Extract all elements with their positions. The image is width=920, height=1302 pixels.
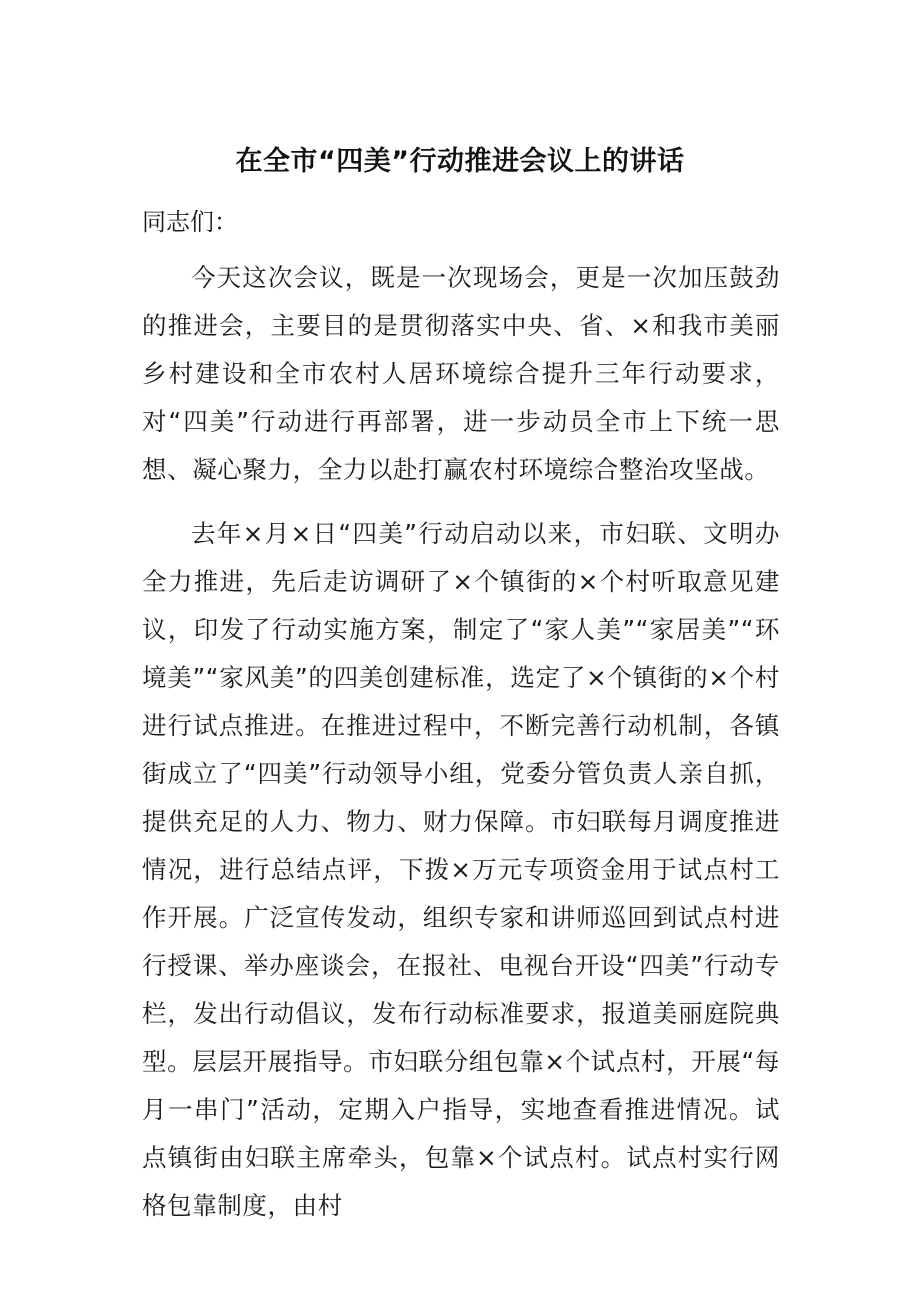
salutation: 同志们： (142, 208, 238, 236)
body-paragraph: 去年×月×日“四美”行动启动以来，市妇联、文明办全力推进，先后走访调研了×个镇街的×个村听取意见建议，印发了行动实施方案，制定了“家人美”“家居美”“环境美”“家风美”的四美创建标准，选定了×个镇街的×个村进行试点推进。在推进过程中，不断完善行动机制，各镇街成立了“四美”行动领导小组，党委分管负责人亲自抓，提供充足的人力、物力、财力保障。市妇联每月调度推进情况，进行总结点评，下拨×万元专项资金用于试点村工作开展。广泛宣传发动，组织专家和讲师巡回到试点村进行授课、举办座谈会，在报社、电视台开设“四美”行动专栏，发出行动倡议，发布行动标准要求，报道美丽庭院典型。层层开展指导。市妇联分组包靠×个试点村，开展“每月一串门”活动，定期入户指导，实地查看推进情况。试点镇街由妇联主席牵头，包靠×个试点村。试点村实行网格包靠制度，由村 (142, 519, 780, 1220)
body-paragraph: 今天这次会议，既是一次现场会，更是一次加压鼓劲的推进会，主要目的是贯彻落实中央、省、×和我市美丽乡村建设和全市农村人居环境综合提升三年行动要求，对“四美”行动进行再部署，进一步动员全市上下统一思想、凝心聚力，全力以赴打赢农村环境综合整治攻坚战。 (142, 263, 780, 484)
document-title: 在全市“四美”行动推进会议上的讲话 (235, 146, 685, 177)
